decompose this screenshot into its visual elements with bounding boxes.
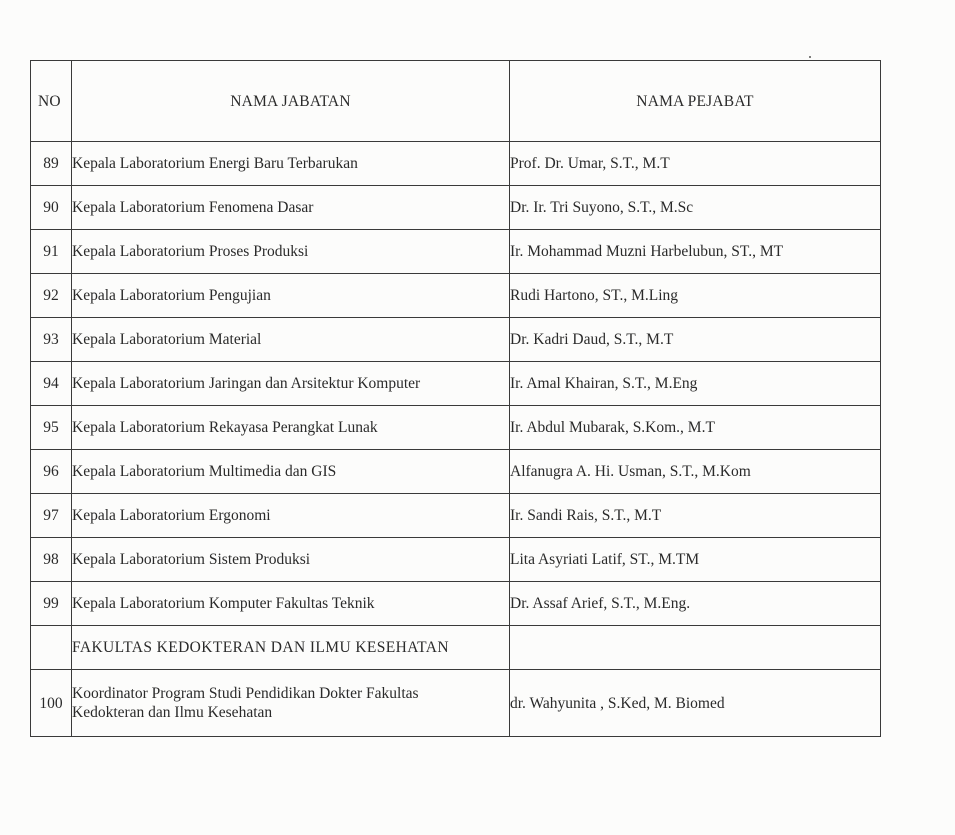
section-official-empty	[510, 626, 881, 670]
official-name: Ir. Amal Khairan, S.T., M.Eng	[510, 362, 881, 406]
table-row	[31, 406, 881, 450]
table-row	[31, 450, 881, 494]
row-number: 98	[31, 538, 72, 582]
official-name: dr. Wahyunita , S.Ked, M. Biomed	[510, 670, 881, 737]
row-number: 93	[31, 318, 72, 362]
position-name: Kepala Laboratorium Sistem Produksi	[72, 538, 510, 582]
official-name: Ir. Mohammad Muzni Harbelubun, ST., MT	[510, 230, 881, 274]
position-name: Kepala Laboratorium Proses Produksi	[72, 230, 510, 274]
table-row	[31, 274, 881, 318]
official-name: Ir. Sandi Rais, S.T., M.T	[510, 494, 881, 538]
table-row	[31, 230, 881, 274]
position-name: Kepala Laboratorium Rekayasa Perangkat Lunak	[72, 406, 510, 450]
row-number: 100	[31, 670, 72, 737]
table-row	[31, 186, 881, 230]
section-row	[31, 626, 881, 670]
officials-table	[30, 60, 881, 737]
position-name-line-1: Koordinator Program Studi Pendidikan Dokter Fakultas	[72, 685, 419, 702]
official-name: Lita Asyriati Latif, ST., M.TM	[510, 538, 881, 582]
header-no: NO	[31, 61, 72, 142]
row-number: 99	[31, 582, 72, 626]
position-name: Kepala Laboratorium Energi Baru Terbarukan	[72, 142, 510, 186]
row-number: 94	[31, 362, 72, 406]
position-name: Kepala Laboratorium Pengujian	[72, 274, 510, 318]
table-row	[31, 142, 881, 186]
position-name: Kepala Laboratorium Material	[72, 318, 510, 362]
official-name: Prof. Dr. Umar, S.T., M.T	[510, 142, 881, 186]
table-row	[31, 670, 881, 737]
position-name: Kepala Laboratorium Fenomena Dasar	[72, 186, 510, 230]
section-heading: FAKULTAS KEDOKTERAN DAN ILMU KESEHATAN	[72, 626, 510, 670]
position-name: Kepala Laboratorium Komputer Fakultas Teknik	[72, 582, 510, 626]
official-name: Dr. Kadri Daud, S.T., M.T	[510, 318, 881, 362]
header-nama-jabatan: NAMA JABATAN	[72, 61, 510, 142]
scan-speck	[809, 56, 811, 58]
row-number: 89	[31, 142, 72, 186]
table-row	[31, 362, 881, 406]
official-name: Rudi Hartono, ST., M.Ling	[510, 274, 881, 318]
table-row	[31, 494, 881, 538]
row-number: 96	[31, 450, 72, 494]
position-name: Kepala Laboratorium Multimedia dan GIS	[72, 450, 510, 494]
position-name-line-2: Kedokteran dan Ilmu Kesehatan	[72, 704, 273, 721]
row-number: 97	[31, 494, 72, 538]
position-name: Kepala Laboratorium Jaringan dan Arsitektur Komputer	[72, 362, 510, 406]
position-name	[72, 670, 510, 737]
row-number: 95	[31, 406, 72, 450]
row-number: 90	[31, 186, 72, 230]
section-number-empty	[31, 626, 72, 670]
row-number: 91	[31, 230, 72, 274]
position-name: Kepala Laboratorium Ergonomi	[72, 494, 510, 538]
official-name: Dr. Ir. Tri Suyono, S.T., M.Sc	[510, 186, 881, 230]
table-row	[31, 582, 881, 626]
table-row	[31, 538, 881, 582]
official-name: Dr. Assaf Arief, S.T., M.Eng.	[510, 582, 881, 626]
row-number: 92	[31, 274, 72, 318]
official-name: Alfanugra A. Hi. Usman, S.T., M.Kom	[510, 450, 881, 494]
official-name: Ir. Abdul Mubarak, S.Kom., M.T	[510, 406, 881, 450]
table-row	[31, 318, 881, 362]
header-nama-pejabat: NAMA PEJABAT	[510, 61, 881, 142]
table-header-row	[31, 61, 881, 142]
